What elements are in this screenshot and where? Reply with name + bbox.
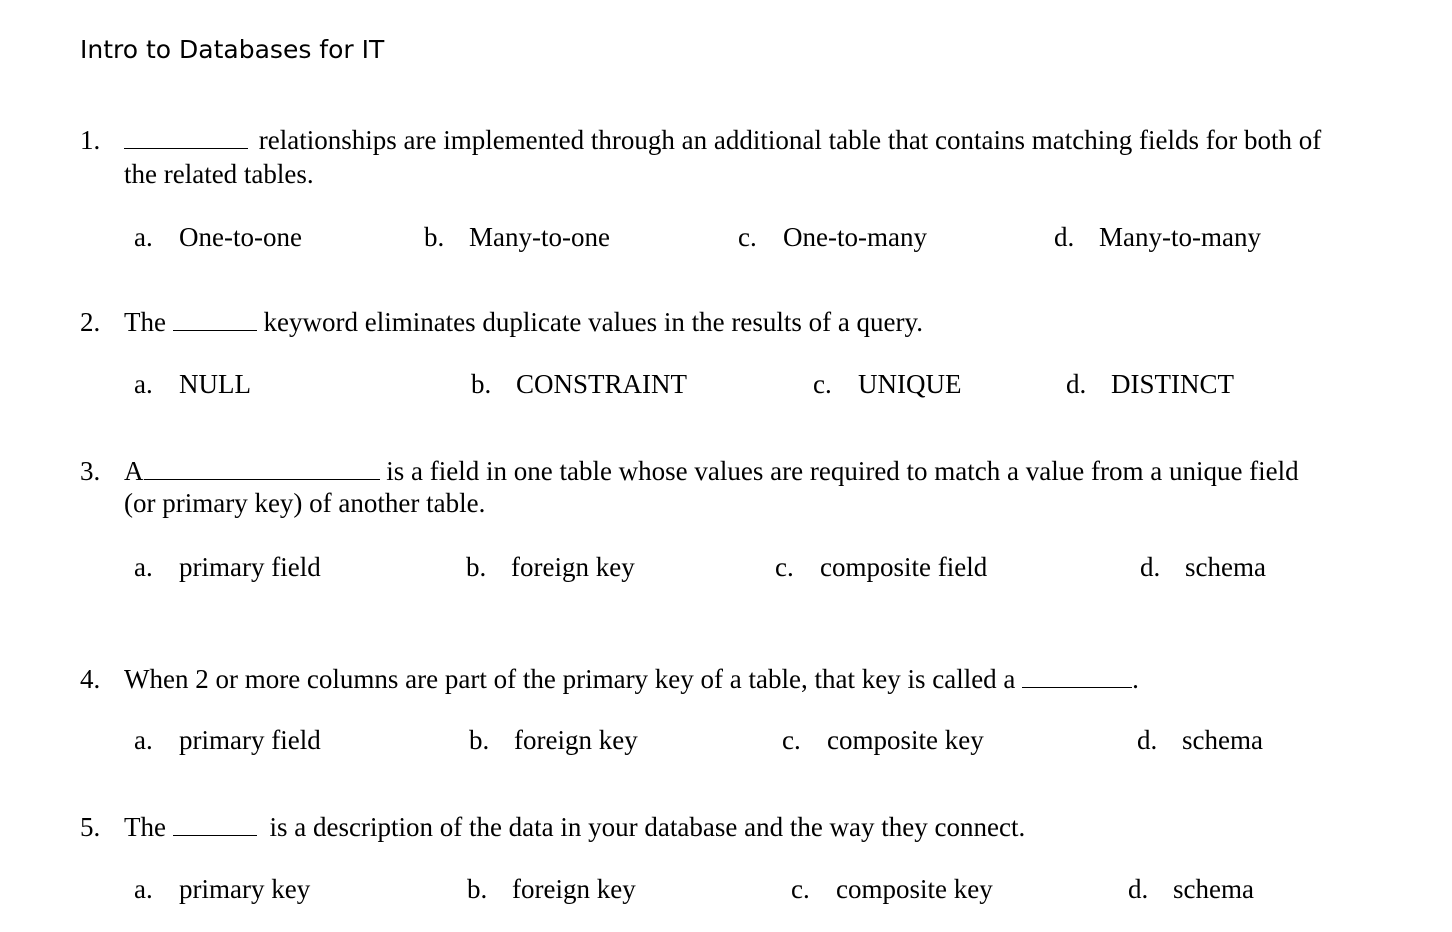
option-d[interactable] (1137, 724, 1263, 756)
question-text: keyword eliminates duplicate values in the results of a query. (263, 307, 924, 337)
option-b[interactable] (471, 368, 687, 400)
option-a[interactable] (134, 551, 321, 583)
option-letter: b. (471, 369, 492, 399)
option-letter: b. (469, 725, 490, 755)
answer-blank (124, 126, 248, 149)
option-c[interactable] (782, 724, 984, 756)
option-text: schema (1185, 552, 1266, 582)
answer-blank (173, 813, 257, 836)
option-letter: a. (134, 222, 153, 252)
question-text: relationships are implemented through an additional table that contains matching fields for both of (258, 125, 1322, 155)
option-letter: d. (1066, 369, 1087, 399)
option-d[interactable] (1066, 368, 1234, 400)
question-stem (124, 663, 1139, 695)
question-text: The (124, 812, 166, 842)
option-letter: a. (134, 725, 153, 755)
question-text-continued: (or primary key) of another table. (124, 488, 486, 518)
option-letter: d. (1140, 552, 1161, 582)
question-number: 4. (80, 664, 101, 694)
option-a[interactable] (134, 724, 321, 756)
question-stem (124, 811, 1025, 843)
question-text: . (1132, 664, 1139, 694)
option-c[interactable] (738, 221, 927, 253)
option-letter: d. (1137, 725, 1158, 755)
question-stem (124, 306, 923, 338)
option-text: One-to-many (783, 222, 927, 252)
question-text: When 2 or more columns are part of the primary key of a table, that key is called a (124, 664, 1016, 694)
question-number: 2. (80, 307, 101, 337)
option-text: composite field (820, 552, 988, 582)
option-letter: a. (134, 369, 153, 399)
option-a[interactable] (134, 368, 251, 400)
answer-blank (144, 457, 380, 480)
option-d[interactable] (1128, 873, 1254, 905)
option-text: DISTINCT (1111, 369, 1234, 399)
option-letter: b. (424, 222, 445, 252)
option-letter: c. (775, 552, 794, 582)
option-text: Many-to-many (1099, 222, 1261, 252)
option-d[interactable] (1140, 551, 1266, 583)
question-stem (124, 124, 1321, 156)
option-letter: a. (134, 874, 153, 904)
option-a[interactable] (134, 873, 310, 905)
option-text: foreign key (514, 725, 638, 755)
option-letter: c. (738, 222, 757, 252)
option-letter: d. (1128, 874, 1149, 904)
option-c[interactable] (775, 551, 987, 583)
question-number: 3. (80, 456, 101, 486)
option-c[interactable] (791, 873, 993, 905)
option-text: CONSTRAINT (516, 369, 688, 399)
option-text: schema (1182, 725, 1263, 755)
option-text: One-to-one (179, 222, 302, 252)
option-c[interactable] (813, 368, 961, 400)
option-a[interactable] (134, 221, 302, 253)
option-text: primary field (179, 725, 321, 755)
option-b[interactable] (466, 551, 635, 583)
option-d[interactable] (1054, 221, 1261, 253)
option-letter: c. (813, 369, 832, 399)
answer-blank (1022, 665, 1132, 688)
question-number: 5. (80, 812, 101, 842)
question-text: is a description of the data in your database and the way they connect. (269, 812, 1026, 842)
option-text: Many-to-one (469, 222, 610, 252)
question-text-continued: the related tables. (124, 159, 314, 189)
page-title: Intro to Databases for IT (80, 35, 385, 64)
option-letter: b. (467, 874, 488, 904)
option-text: UNIQUE (858, 369, 962, 399)
option-text: primary field (179, 552, 321, 582)
option-letter: c. (791, 874, 810, 904)
question-text: The (124, 307, 166, 337)
option-text: composite key (827, 725, 984, 755)
option-text: foreign key (512, 874, 636, 904)
option-letter: c. (782, 725, 801, 755)
option-b[interactable] (469, 724, 638, 756)
option-text: NULL (179, 369, 251, 399)
question-text: A (124, 456, 144, 486)
option-letter: d. (1054, 222, 1075, 252)
answer-blank (173, 308, 257, 331)
option-letter: a. (134, 552, 153, 582)
option-letter: b. (466, 552, 487, 582)
option-text: composite key (836, 874, 993, 904)
option-b[interactable] (424, 221, 610, 253)
option-text: foreign key (511, 552, 635, 582)
option-text: primary key (179, 874, 311, 904)
question-text: is a field in one table whose values are required to match a value from a unique field (386, 456, 1299, 486)
question-number: 1. (80, 125, 101, 155)
question-stem (124, 455, 1299, 487)
option-text: schema (1173, 874, 1254, 904)
option-b[interactable] (467, 873, 636, 905)
